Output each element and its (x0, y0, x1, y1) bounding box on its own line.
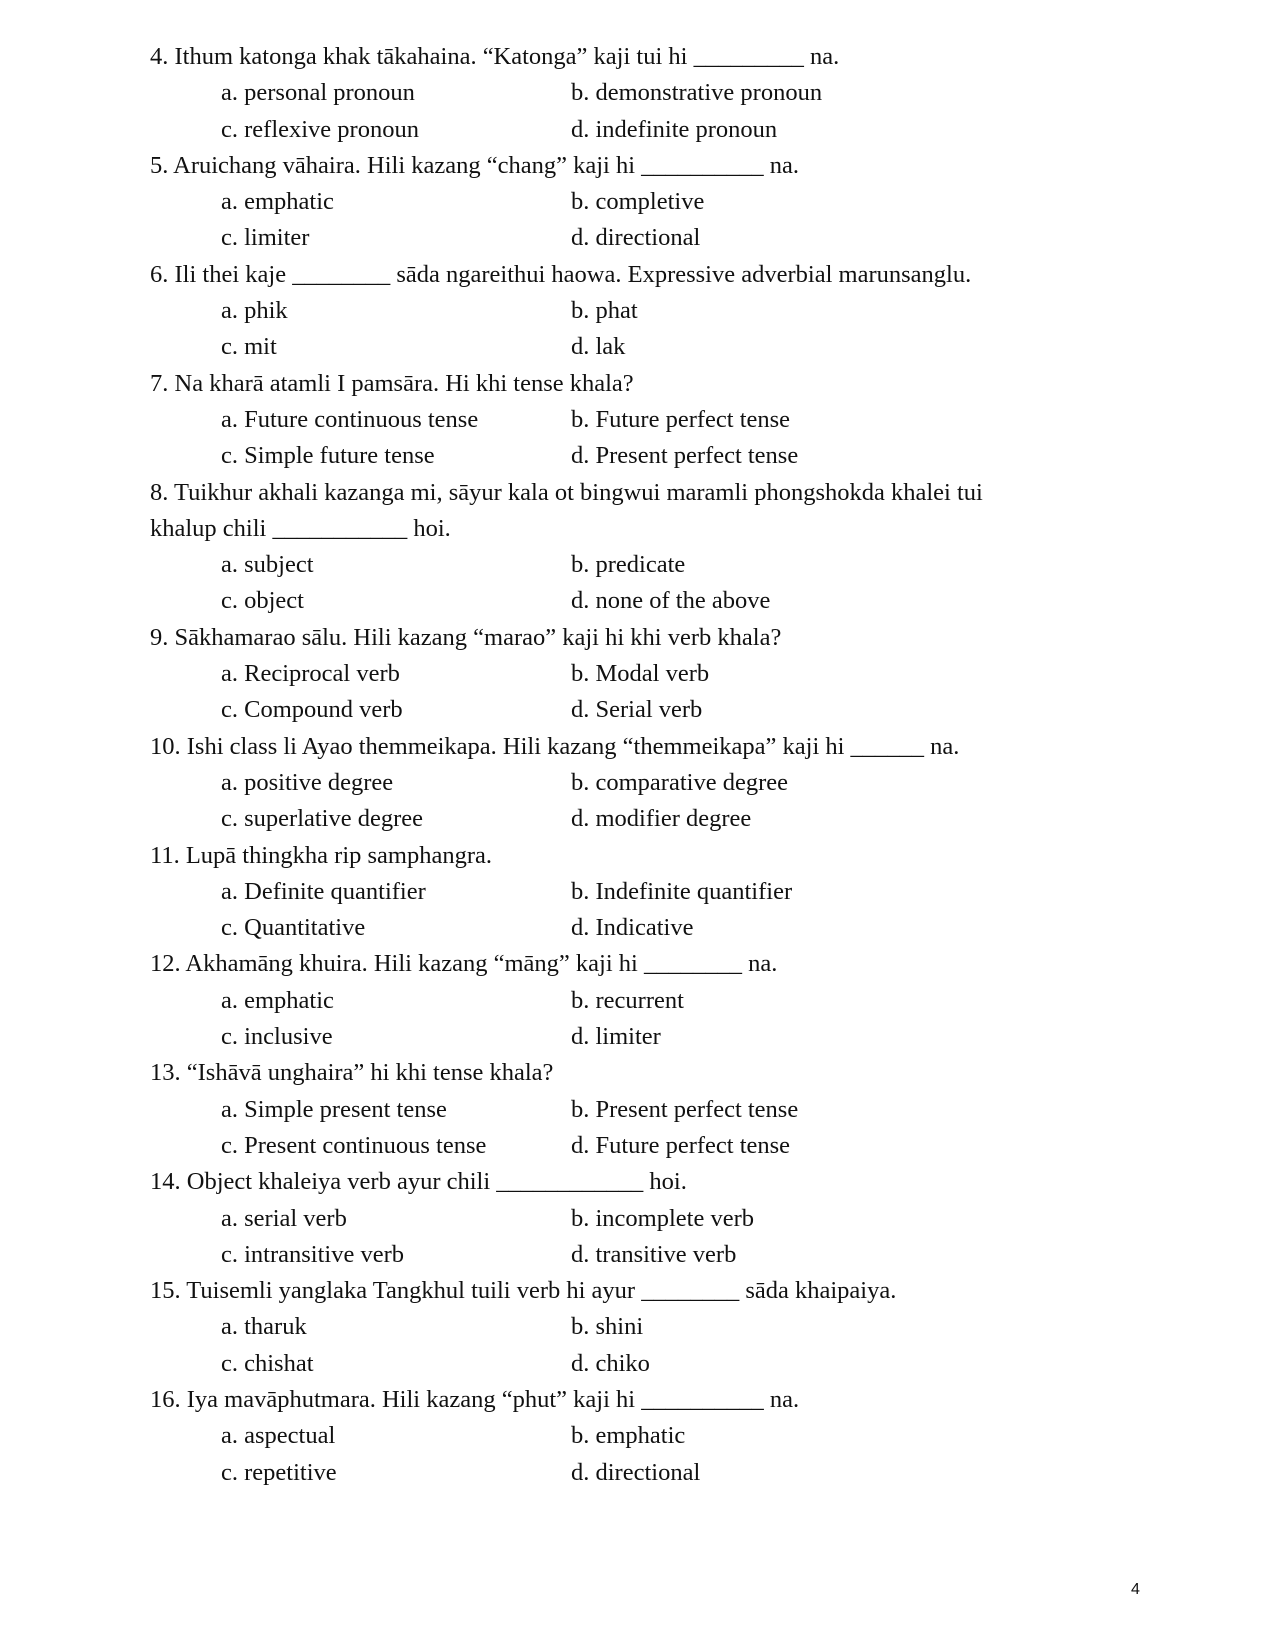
question-13 (150, 1055, 1150, 1164)
option-a[interactable]: a. aspectual (221, 1422, 336, 1450)
question-stem (150, 1164, 1150, 1200)
question-9 (150, 620, 1150, 729)
option-row (150, 692, 1150, 728)
option-b[interactable]: b. Indefinite quantifier (571, 877, 793, 905)
option-b[interactable]: b. predicate (571, 551, 686, 579)
question-16 (150, 1382, 1150, 1491)
question-text-line: 13. “Ishāvā unghaira” hi khi tense khala? (150, 1059, 554, 1087)
option-row (150, 765, 1150, 801)
question-7 (150, 366, 1150, 475)
question-stem (150, 475, 1150, 548)
question-text-line: 11. Lupā thingkha rip samphangra. (150, 841, 493, 869)
option-c[interactable]: c. superlative degree (221, 805, 424, 833)
option-c[interactable]: c. intransitive verb (221, 1240, 405, 1268)
option-d[interactable]: d. indefinite pronoun (571, 115, 778, 143)
option-d[interactable]: d. lak (571, 333, 626, 361)
question-11 (150, 838, 1150, 947)
question-15 (150, 1273, 1150, 1382)
option-b[interactable]: b. shini (571, 1313, 644, 1341)
option-row (150, 801, 1150, 837)
option-b[interactable]: b. Modal verb (571, 660, 710, 688)
option-d[interactable]: d. none of the above (571, 587, 771, 615)
question-stem (150, 620, 1150, 656)
question-sheet (150, 39, 1150, 1491)
option-b[interactable]: b. comparative degree (571, 768, 788, 796)
option-d[interactable]: d. directional (571, 224, 701, 252)
question-stem (150, 1273, 1150, 1309)
question-5 (150, 148, 1150, 257)
question-text-line: 10. Ishi class li Ayao themmeikapa. Hili kazang “themmeikapa” kaji hi ______ na. (150, 732, 960, 760)
option-row (150, 184, 1150, 220)
option-b[interactable]: b. recurrent (571, 986, 684, 1014)
option-row (150, 1128, 1150, 1164)
question-6 (150, 257, 1150, 366)
question-text-line: 14. Object khaleiya verb ayur chili ____________ hoi. (150, 1168, 687, 1196)
option-d[interactable]: d. chiko (571, 1349, 650, 1377)
option-b[interactable]: b. Future perfect tense (571, 405, 791, 433)
option-c[interactable]: c. mit (221, 333, 277, 361)
option-c[interactable]: c. chishat (221, 1349, 314, 1377)
option-d[interactable]: d. transitive verb (571, 1240, 737, 1268)
question-stem (150, 729, 1150, 765)
option-a[interactable]: a. Simple present tense (221, 1095, 447, 1123)
option-b[interactable]: b. demonstrative pronoun (571, 79, 823, 107)
question-stem (150, 1382, 1150, 1418)
option-row (150, 1092, 1150, 1128)
option-row (150, 1237, 1150, 1273)
question-text-line: 16. Iya mavāphutmara. Hili kazang “phut” kaji hi __________ na. (150, 1385, 800, 1413)
option-c[interactable]: c. inclusive (221, 1023, 333, 1051)
question-10 (150, 729, 1150, 838)
option-c[interactable]: c. Quantitative (221, 914, 366, 942)
question-text-line: 4. Ithum katonga khak tākahaina. “Katonga” kaji tui hi _________ na. (150, 43, 840, 70)
question-14 (150, 1164, 1150, 1273)
option-d[interactable]: d. Present perfect tense (571, 442, 799, 470)
question-text-line: khalup chili ___________ hoi. (150, 514, 451, 542)
option-a[interactable]: a. tharuk (221, 1313, 307, 1341)
option-row (150, 656, 1150, 692)
question-stem (150, 838, 1150, 874)
option-row (150, 1019, 1150, 1055)
question-text-line: 7. Na kharā atamli I pamsāra. Hi khi tense khala? (150, 369, 634, 397)
option-a[interactable]: a. serial verb (221, 1204, 347, 1232)
question-8 (150, 475, 1150, 620)
option-b[interactable]: b. phat (571, 297, 638, 325)
option-b[interactable]: b. Present perfect tense (571, 1095, 799, 1123)
question-stem (150, 39, 1150, 75)
option-row (150, 910, 1150, 946)
option-d[interactable]: d. modifier degree (571, 805, 752, 833)
option-b[interactable]: b. emphatic (571, 1422, 686, 1450)
option-d[interactable]: d. Future perfect tense (571, 1131, 791, 1159)
option-c[interactable]: c. Simple future tense (221, 442, 435, 470)
option-c[interactable]: c. Present continuous tense (221, 1131, 487, 1159)
option-a[interactable]: a. emphatic (221, 188, 334, 216)
option-c[interactable]: c. Compound verb (221, 696, 403, 724)
question-stem (150, 366, 1150, 402)
question-text-line: 15. Tuisemli yanglaka Tangkhul tuili verb hi ayur ________ sāda khaipaiya. (150, 1277, 897, 1305)
option-d[interactable]: d. directional (571, 1458, 701, 1486)
option-a[interactable]: a. subject (221, 551, 314, 579)
question-stem (150, 1055, 1150, 1091)
option-a[interactable]: a. personal pronoun (221, 79, 415, 107)
option-row (150, 983, 1150, 1019)
option-c[interactable]: c. repetitive (221, 1458, 337, 1486)
question-4 (150, 39, 1150, 148)
option-row (150, 1418, 1150, 1454)
question-text-line: 6. Ili thei kaje ________ sāda ngareithui haowa. Expressive adverbial marunsanglu. (150, 260, 972, 288)
question-stem (150, 946, 1150, 982)
option-a[interactable]: a. Reciprocal verb (221, 660, 400, 688)
page-number: 4 (1131, 1581, 1140, 1598)
option-row (150, 1201, 1150, 1237)
question-text-line: 5. Aruichang vāhaira. Hili kazang “chang” kaji hi __________ na. (150, 151, 800, 179)
option-c[interactable]: c. reflexive pronoun (221, 115, 419, 143)
option-a[interactable]: a. Definite quantifier (221, 877, 426, 905)
option-b[interactable]: b. incomplete verb (571, 1204, 755, 1232)
option-d[interactable]: d. Indicative (571, 914, 694, 942)
option-row (150, 583, 1150, 619)
question-text-line: 12. Akhamāng khuira. Hili kazang “māng” kaji hi ________ na. (150, 950, 778, 978)
question-list (150, 39, 1150, 1491)
option-a[interactable]: a. phik (221, 297, 288, 325)
option-row (150, 1455, 1150, 1491)
option-row (150, 220, 1150, 256)
question-stem (150, 148, 1150, 184)
option-b[interactable]: b. completive (571, 188, 705, 216)
option-c[interactable]: c. limiter (221, 224, 310, 252)
option-row (150, 293, 1150, 329)
option-d[interactable]: d. limiter (571, 1023, 661, 1051)
option-a[interactable]: a. Future continuous tense (221, 405, 479, 433)
option-row (150, 547, 1150, 583)
option-row (150, 874, 1150, 910)
option-a[interactable]: a. positive degree (221, 768, 394, 796)
option-d[interactable]: d. Serial verb (571, 696, 703, 724)
option-a[interactable]: a. emphatic (221, 986, 334, 1014)
option-row (150, 1309, 1150, 1345)
option-row (150, 112, 1150, 148)
option-row (150, 75, 1150, 111)
question-text-line: 9. Sākhamarao sālu. Hili kazang “marao” kaji hi khi verb khala? (150, 623, 782, 651)
option-row (150, 438, 1150, 474)
option-row (150, 1346, 1150, 1382)
question-12 (150, 946, 1150, 1055)
option-row (150, 402, 1150, 438)
question-stem (150, 257, 1150, 293)
option-c[interactable]: c. object (221, 587, 304, 615)
option-row (150, 329, 1150, 365)
question-text-line: 8. Tuikhur akhali kazanga mi, sāyur kala ot bingwui maramli phongshokda khalei tui (150, 478, 983, 506)
